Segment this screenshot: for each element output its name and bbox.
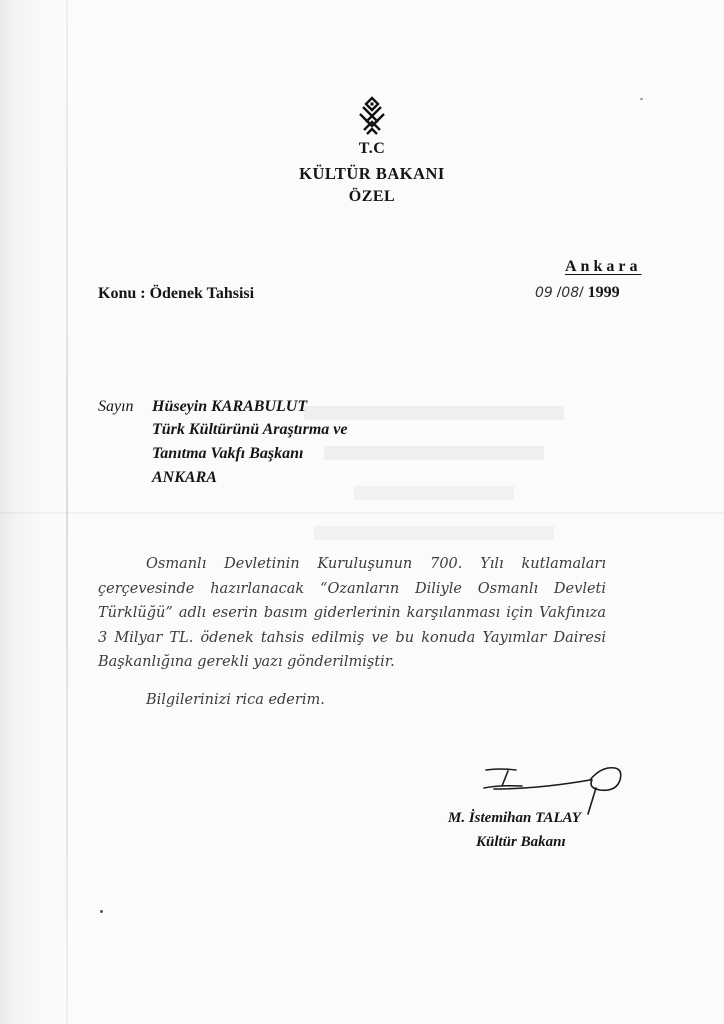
date-day: 09	[535, 285, 553, 301]
signatory-title: Kültür Bakanı	[476, 834, 566, 850]
recipient-title-line-1: Türk Kültürünü Araştırma ve	[152, 421, 348, 438]
letter-body: Osmanlı Devletinin Kuruluşunun 700. Yılı kutlamaları çerçevesinde hazırlanacak “Ozanların Diliyle Osmanlı Devleti Türklüğü” adlı eserin basım giderlerinin karşılanması için Vakfınıza 3 Milyar TL. ödenek tahsis edilmiş ve bu konuda Yayımlar Dairesi Başkanlığına gerekli yazı gönderilmiştir.	[98, 556, 606, 670]
place-city: Ankara	[565, 258, 642, 275]
signatory-name: M. İstemihan TALAY	[448, 810, 581, 826]
letterhead-ministry: KÜLTÜR BAKANI	[299, 164, 445, 183]
recipient-city: ANKARA	[152, 469, 217, 486]
recipient-title-line-2: Tanıtma Vakfı Başkanı	[152, 445, 304, 462]
recipient-salutation: Sayın	[98, 398, 134, 415]
ministry-emblem-icon	[355, 96, 389, 136]
subject-line: Konu : Ödenek Tahsisi	[98, 285, 255, 302]
paper-speck	[100, 910, 103, 913]
letter-date	[535, 284, 620, 302]
reverse-side-bleed-through	[284, 388, 584, 568]
letterhead-classification: ÖZEL	[348, 188, 396, 205]
date-year: 1999	[587, 284, 620, 301]
paper-speck	[640, 98, 643, 100]
date-month: 08	[561, 285, 580, 301]
date-separator-2: /	[579, 284, 584, 301]
date-separator-1: /	[556, 284, 562, 301]
handwritten-signature	[478, 758, 628, 816]
recipient-name: Hüseyin KARABULUT	[152, 398, 308, 415]
closing-line: Bilgilerinizi rica ederim.	[146, 692, 325, 708]
letterhead-country: T.C	[358, 140, 386, 157]
